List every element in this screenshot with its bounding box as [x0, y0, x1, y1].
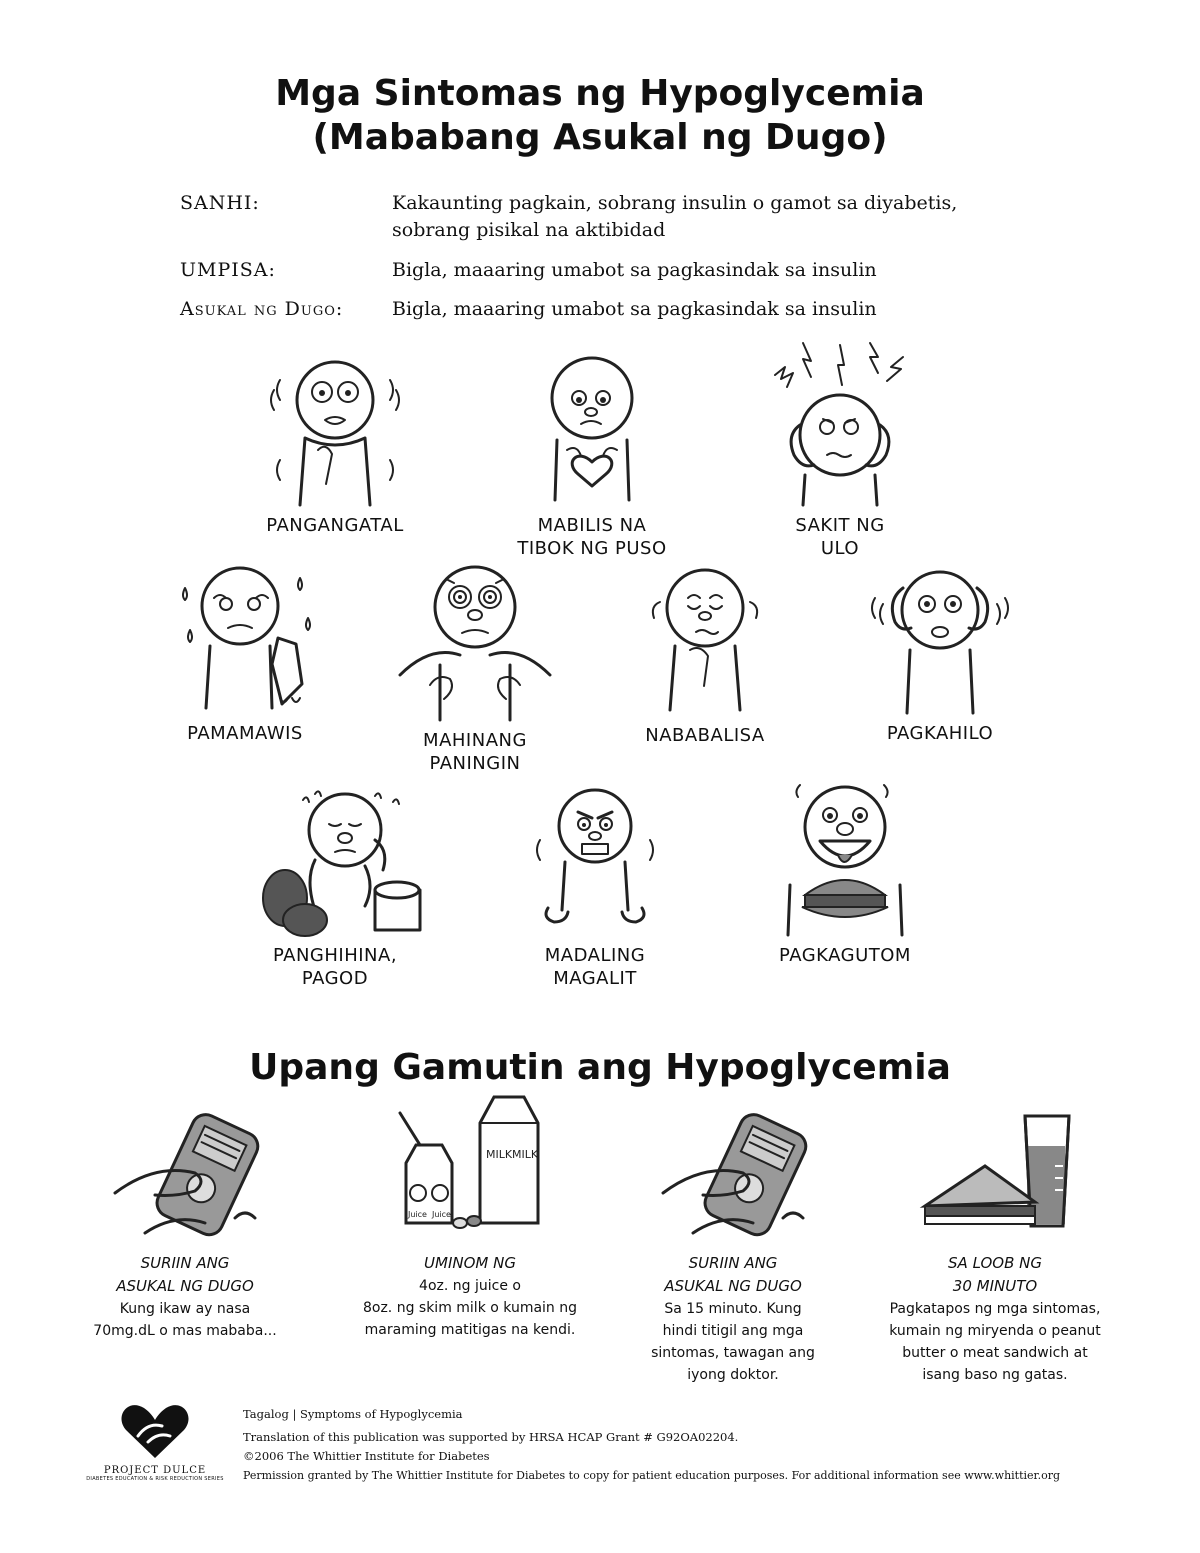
footer — [243, 1405, 1143, 1485]
heart-hands-logo-icon — [120, 1402, 190, 1460]
blurry-vision-person-icon — [390, 555, 560, 725]
symptom-label: PAGKAGUTOM — [779, 945, 911, 966]
definition-desc: Bigla, maaaring umabot sa pagkasindak sa insulin — [392, 298, 877, 320]
footer-language: Tagalog | Symptoms of Hypoglycemia — [243, 1407, 463, 1421]
anxious-person-icon — [630, 560, 780, 720]
svg-text:Juice: Juice — [432, 1210, 451, 1219]
symptom-label: PANGHIHINA, PAGOD — [272, 945, 398, 989]
symptom-label: SAKIT NG ULO — [795, 515, 885, 559]
definition-term: SANHI: — [180, 192, 260, 214]
sandwich-milk-icon — [915, 1106, 1075, 1238]
definition-term: UMPISA: — [180, 259, 276, 281]
page-title — [0, 72, 1200, 160]
svg-text:MILK: MILK — [486, 1148, 513, 1161]
definition-desc: Bigla, maaaring umabot sa pagkasindak sa insulin — [392, 259, 877, 281]
treatment-step-heading: SURIIN ANG ASUKAL NG DUGO — [116, 1254, 254, 1295]
project-dulce-logo — [70, 1402, 240, 1483]
treatment-step-body: Sa 15 minuto. Kung hindi titigil ang mga sintomas, tawagan ang iyong doktor. — [651, 1301, 815, 1383]
dizzy-person-icon — [855, 558, 1025, 718]
svg-text:MILK: MILK — [512, 1148, 539, 1161]
footer-copyright: ©2006 The Whittier Institute for Diabetes — [243, 1449, 490, 1463]
symptom-fast-heartbeat — [497, 350, 687, 560]
treatment-title: Upang Gamutin ang Hypoglycemia — [249, 1047, 951, 1088]
symptom-label: PAGKAHILO — [886, 723, 994, 744]
logo-name: PROJECT DULCE — [103, 1465, 207, 1476]
irritable-person-icon — [520, 780, 670, 940]
title-line-1: Mga Sintomas ng Hypoglycemia — [275, 73, 925, 114]
glucose-meter-icon — [105, 1108, 265, 1238]
logo-subtitle: DIABETES EDUCATION & RISK REDUCTION SERIES — [86, 1476, 224, 1482]
treatment-step-heading: UMINOM NG — [424, 1254, 516, 1272]
shaking-person-icon — [260, 350, 410, 510]
symptom-hunger — [750, 775, 940, 967]
symptom-headache — [745, 335, 935, 560]
treatment-step-check-2 — [608, 1108, 858, 1386]
symptom-label: MABILIS NA TIBOK NG PUSO — [517, 515, 667, 559]
tired-person-icon — [245, 780, 425, 940]
heartbeat-person-icon — [517, 350, 667, 510]
glucose-meter-icon — [653, 1108, 813, 1238]
svg-text:Juice: Juice — [408, 1210, 427, 1219]
symptom-sweating — [150, 558, 340, 745]
hungry-person-icon — [760, 775, 930, 940]
symptom-label: PANGANGATAL — [266, 515, 404, 536]
headache-person-icon — [745, 335, 935, 510]
symptom-blurry-vision — [380, 555, 570, 775]
symptom-dizzy — [845, 558, 1035, 745]
footer-translation-credit: Translation of this publication was supported by HRSA HCAP Grant # G92OA02204. — [243, 1430, 739, 1444]
symptom-label: MADALING MAGALIT — [544, 945, 646, 989]
title-line-2: (Mababang Asukal ng Dugo) — [312, 117, 888, 158]
treatment-step-snack — [870, 1106, 1120, 1386]
treatment-step-body: Kung ikaw ay nasa 70mg.dL o mas mababa... — [93, 1301, 277, 1339]
symptom-label: MAHINANG PANINGIN — [423, 730, 527, 774]
treatment-step-drink — [345, 1093, 595, 1341]
treatment-step-heading: SURIIN ANG ASUKAL NG DUGO — [664, 1254, 802, 1295]
symptom-tired — [240, 780, 430, 990]
symptom-shaking — [240, 350, 430, 537]
definition-desc: Kakaunting pagkain, sobrang insulin o gamot sa diyabetis, sobrang pisikal na aktibidad — [392, 192, 958, 241]
symptom-label: PAMAMAWIS — [187, 723, 303, 744]
footer-permission: Permission granted by The Whittier Institute for Diabetes to copy for patient education purposes. For additional information see www.whittier.org — [243, 1469, 1061, 1482]
treatment-step-body: 4oz. ng juice o 8oz. ng skim milk o kumain ng maraming matitigas na kendi. — [362, 1278, 578, 1338]
symptom-label: NABABALISA — [645, 725, 765, 746]
symptom-irritable — [500, 780, 690, 990]
treatment-step-heading: SA LOOB NG 30 MINUTO — [948, 1254, 1042, 1295]
sweating-person-icon — [160, 558, 330, 718]
symptom-anxious — [610, 560, 800, 747]
definition-term: Asukal ng Dugo: — [180, 298, 344, 320]
juice-milk-icon — [390, 1093, 550, 1238]
treatment-step-body: Pagkatapos ng mga sintomas, kumain ng miryenda o peanut butter o meat sandwich at isang baso ng gatas. — [889, 1301, 1101, 1383]
treatment-step-check-1 — [60, 1108, 310, 1342]
